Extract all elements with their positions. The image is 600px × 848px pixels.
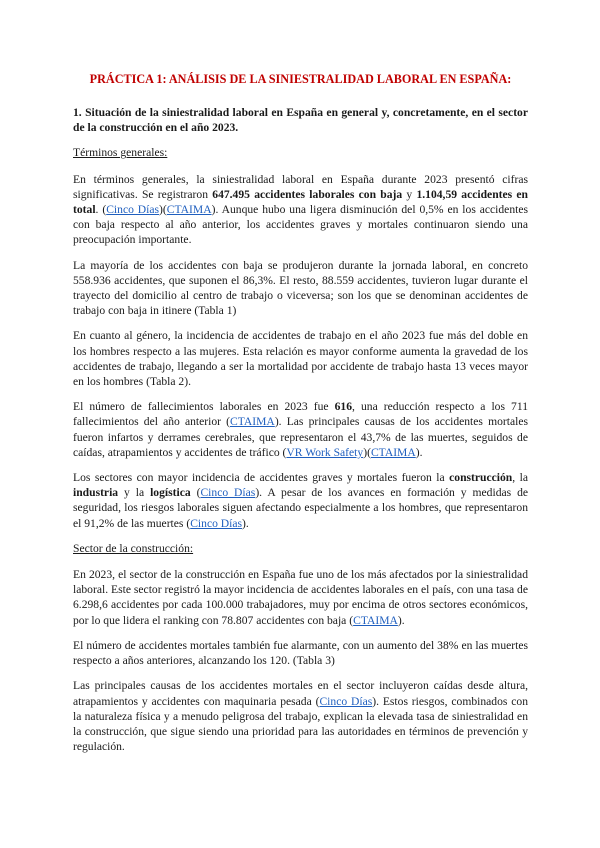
bold-fatality-count: 616 <box>334 400 353 414</box>
text-segment: En términos generales, la siniestralidad laboral en España durante 2023 presentó cifras significativas. Se registraron <box>73 172 528 201</box>
paragraph-construction-incidence <box>73 567 528 628</box>
text-segment: Los sectores con mayor incidencia de accidentes graves y mortales fueron la <box>73 471 450 485</box>
bold-accidents-with-leave: 647.495 accidentes laborales con baja <box>212 187 403 201</box>
section-heading: 1. Situación de la siniestralidad laboral en España en general y, concretamente, en el sector de la construcción en el año 2023. <box>73 106 528 135</box>
link-cinco-dias[interactable]: Cinco Días <box>319 694 373 708</box>
paragraph-gender: En cuanto al género, la incidencia de accidentes de trabajo en el año 2023 fue más del doble en los hombres respecto a las mujeres. Esta relación es mayor conforme aumenta la gravedad de los accidentes de trabajo, llegando a ser la mortalidad por accidente de trabajo hasta 13 veces mayor en los hombres (Tabla 2). <box>73 329 528 389</box>
bold-industry: industria <box>73 486 119 500</box>
text-segment: ). <box>415 445 423 459</box>
text-segment: ). <box>397 613 405 627</box>
text-segment: . ( <box>95 203 107 217</box>
text-segment: El número de fallecimientos laborales en 2023 fue <box>73 400 335 414</box>
link-cinco-dias[interactable]: Cinco Días <box>190 516 243 530</box>
text-segment: y la <box>118 486 151 500</box>
paragraph-construction-causes <box>73 678 528 754</box>
paragraph-overview <box>73 172 528 248</box>
link-ctaima[interactable]: CTAIMA <box>370 445 416 459</box>
link-ctaima[interactable]: CTAIMA <box>166 203 212 217</box>
paragraph-workday-accidents: La mayoría de los accidentes con baja se produjeron durante la jornada laboral, en concreto 558.936 accidentes, que suponen el 86,3%. El resto, 88.559 accidentes, tuvieron lugar durante el trayecto del domicilio al centro de trabajo o viceversa; son los que se denominan accidentes de trabajo con baja in itinere (Tabla 1) <box>73 258 528 318</box>
text-segment: En 2023, el sector de la construcción en España fue uno de los más afectados por la siniestralidad laboral. Este sector registró la mayor incidencia de accidentes laborales en el país, con una tasa de 6.298,6 accidentes por cada 100.000 trabajadores, muy por encima de otros sectores económicos, por lo que lidera el ranking con 78.807 accidentes con baja ( <box>73 568 528 627</box>
subheading-general-terms: Términos generales: <box>73 146 168 160</box>
text-segment: ). Las principales causas de los accidentes mortales fueron infartos y derrames cerebrales, que representaron el 43,7% de las muertes, seguidos de caídas, atrapamientos y accidentes de tráfico ( <box>73 415 528 459</box>
bold-construction: construcción <box>449 471 513 485</box>
subheading-construction-sector: Sector de la construcción: <box>73 541 194 555</box>
text-segment: ). <box>242 516 249 530</box>
bold-logistics: logística <box>150 486 191 500</box>
text-segment: y <box>402 187 417 201</box>
text-segment: )( <box>363 445 371 459</box>
text-segment: ). A pesar de los avances en formación y medidas de seguridad, los riesgos laborales siguen afectando especialmente a los hombres, que representaron el 91,2% de las muertes ( <box>73 486 529 530</box>
paragraph-fatalities <box>73 399 528 460</box>
text-segment: , la <box>512 471 528 485</box>
text-segment: ( <box>190 486 201 500</box>
text-segment: , una reducción respecto a los 711 fallecimientos del año anterior ( <box>73 400 528 429</box>
link-cinco-dias[interactable]: Cinco Días <box>106 203 160 217</box>
text-segment: ). Estos riesgos, combinados con la naturaleza física y a menudo peligrosa del trabajo, explican la elevada tasa de siniestralidad en la construcción, que sigue siendo una prioridad para las autoridades en términos de prevención y regulación. <box>73 694 528 754</box>
text-segment: )( <box>159 203 167 217</box>
link-ctaima[interactable]: CTAIMA <box>353 613 398 627</box>
paragraph-sectors <box>73 470 528 531</box>
link-cinco-dias[interactable]: Cinco Días <box>200 486 256 500</box>
document-title: PRÁCTICA 1: ANÁLISIS DE LA SINIESTRALIDAD LABORAL EN ESPAÑA: <box>89 72 512 86</box>
bold-total-accidents: 1.104,59 accidentes en total <box>73 187 528 217</box>
link-vr-work-safety[interactable]: VR Work Safety <box>286 445 364 459</box>
text-segment: ). Aunque hubo una ligera disminución del 0,5% en los accidentes con baja respecto al año anterior, los accidentes graves y mortales continuaron siendo una preocupación importante. <box>73 203 529 247</box>
text-segment: Las principales causas de los accidentes mortales en el sector incluyeron caídas desde altura, atrapamientos y accidentes con maquinaria pesada ( <box>73 679 528 708</box>
paragraph-construction-fatalities: El número de accidentes mortales también fue alarmante, con un aumento del 38% en las muertes respecto a años anteriores, alcanzando los 120. (Tabla 3) <box>73 638 528 668</box>
link-ctaima[interactable]: CTAIMA <box>230 415 275 429</box>
